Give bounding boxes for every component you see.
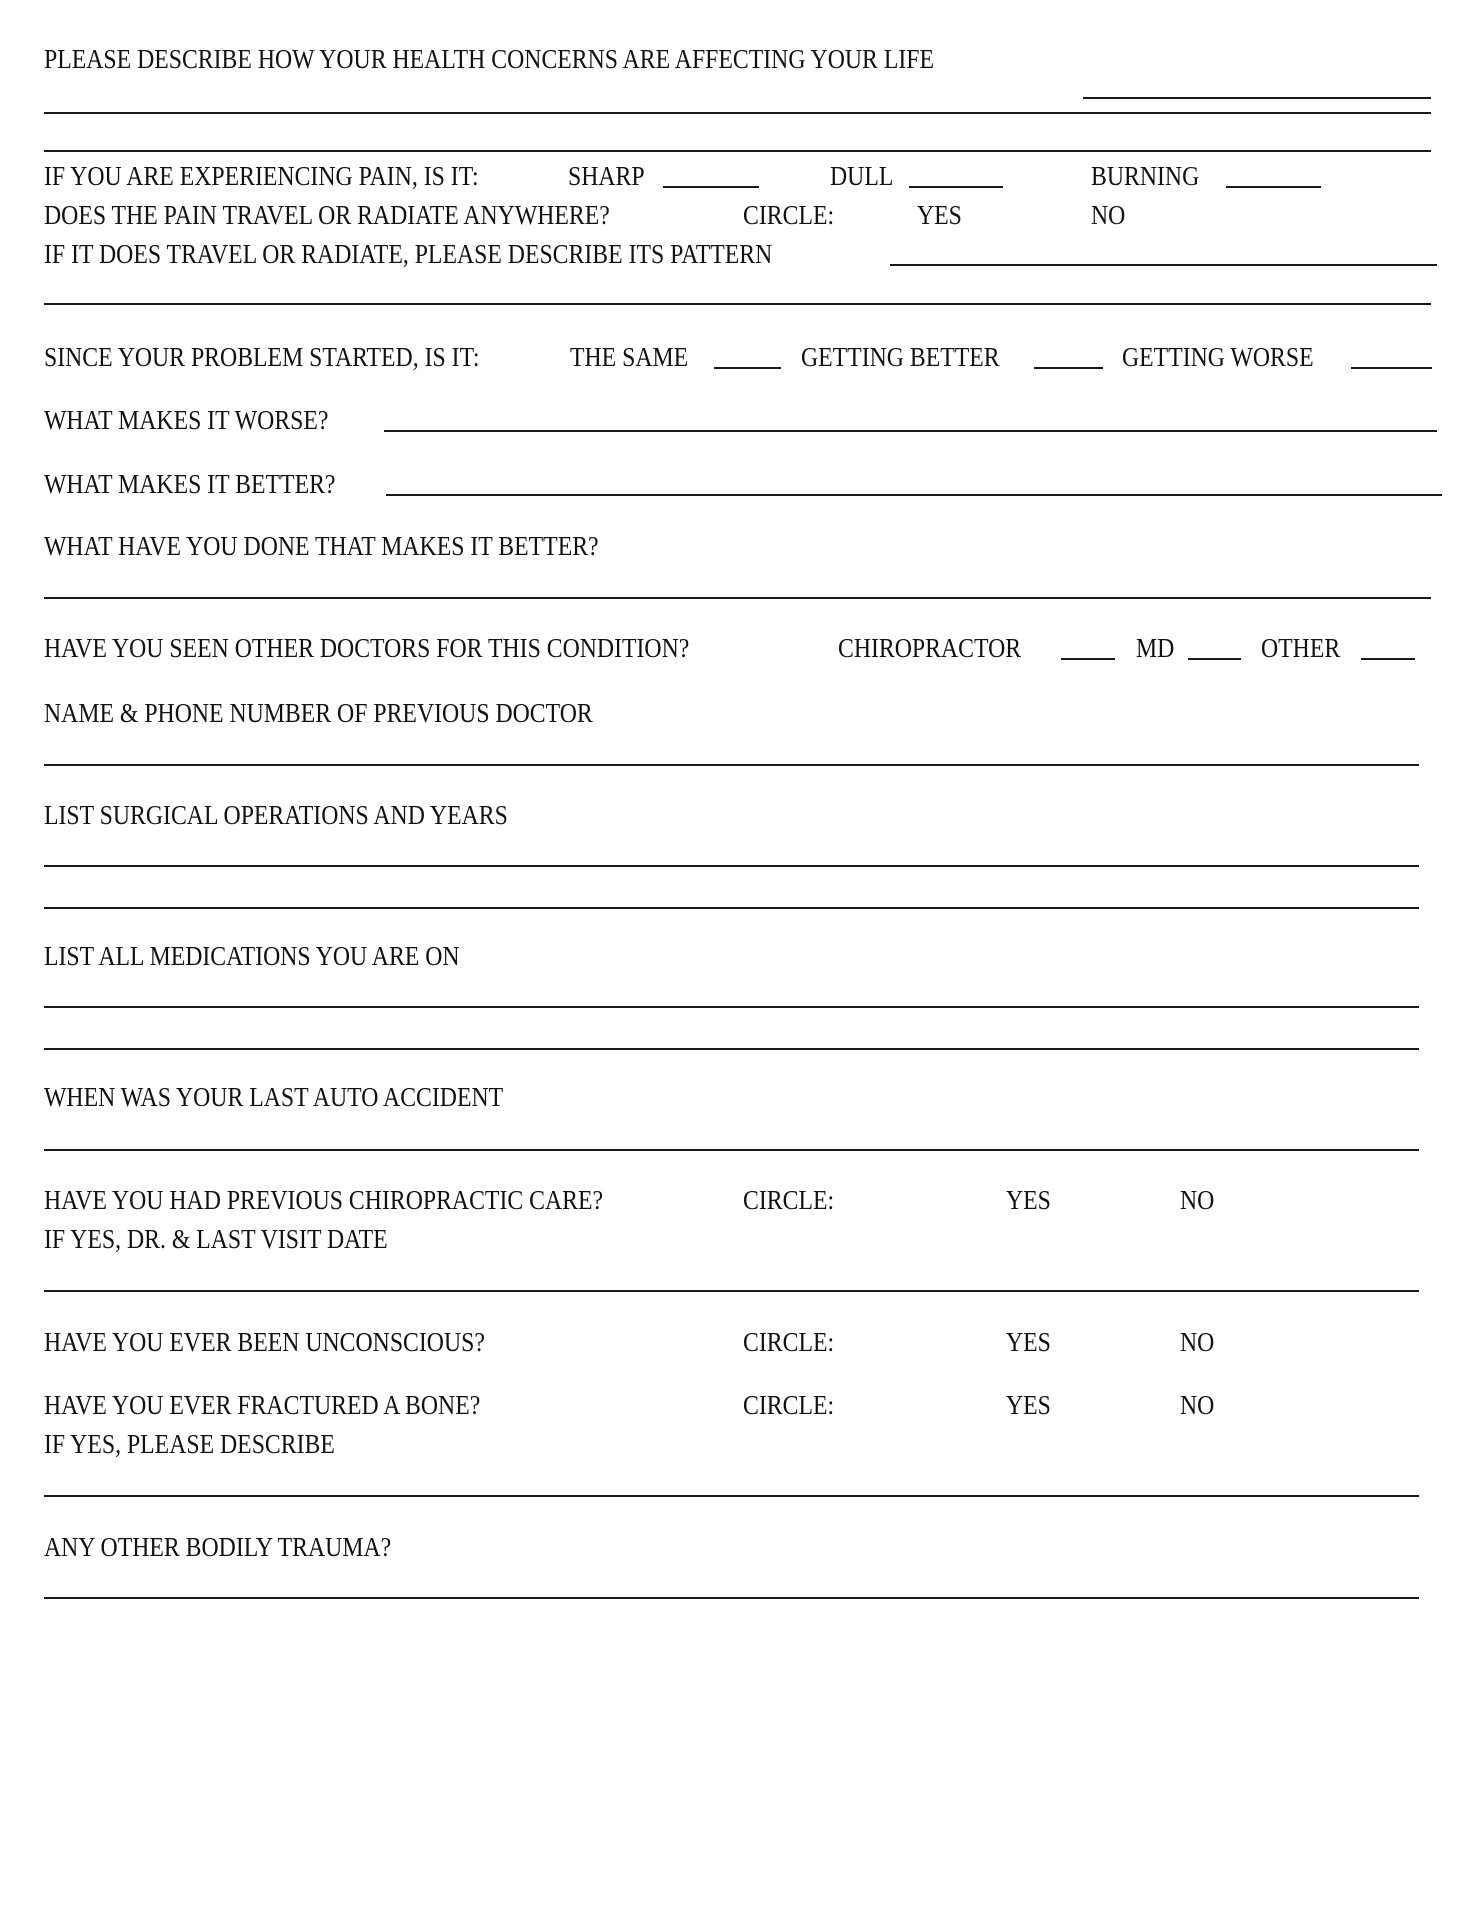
blank-chiropractor[interactable] — [1061, 658, 1115, 660]
answer-line-trauma[interactable] — [44, 1597, 1419, 1599]
answer-line-worse[interactable] — [384, 430, 1437, 432]
question-unconscious: HAVE YOU EVER BEEN UNCONSCIOUS? — [44, 1327, 485, 1357]
answer-line-life-effect-2[interactable] — [44, 112, 1431, 114]
option-other-label: OTHER — [1261, 633, 1341, 663]
question-fracture-followup: IF YES, PLEASE DESCRIBE — [44, 1429, 335, 1459]
circle-label: CIRCLE: — [743, 1327, 835, 1357]
option-burning-label: BURNING — [1091, 161, 1200, 191]
answer-line-life-effect[interactable] — [1083, 97, 1431, 99]
question-pain-type: IF YOU ARE EXPERIENCING PAIN, IS IT: — [44, 161, 479, 191]
question-auto-accident: WHEN WAS YOUR LAST AUTO ACCIDENT — [44, 1082, 504, 1112]
question-worse: WHAT MAKES IT WORSE? — [44, 405, 329, 435]
option-dull-label: DULL — [830, 161, 894, 191]
blank-other[interactable] — [1361, 658, 1415, 660]
chiro-no-option[interactable]: NO — [1180, 1185, 1215, 1215]
question-better: WHAT MAKES IT BETTER? — [44, 469, 336, 499]
radiate-no-option[interactable]: NO — [1091, 200, 1126, 230]
question-fracture: HAVE YOU EVER FRACTURED A BONE? — [44, 1390, 481, 1420]
blank-md[interactable] — [1188, 658, 1241, 660]
answer-line-life-effect-3[interactable] — [44, 150, 1431, 152]
question-chiropractic-care: HAVE YOU HAD PREVIOUS CHIROPRACTIC CARE? — [44, 1185, 604, 1215]
question-since: SINCE YOUR PROBLEM STARTED, IS IT: — [44, 342, 480, 372]
chiro-yes-option[interactable]: YES — [1006, 1185, 1051, 1215]
answer-line-better[interactable] — [386, 494, 1442, 496]
question-trauma: ANY OTHER BODILY TRAUMA? — [44, 1532, 392, 1562]
question-life-effect: PLEASE DESCRIBE HOW YOUR HEALTH CONCERNS ARE AFFECTING YOUR LIFE — [44, 44, 934, 74]
fracture-yes-option[interactable]: YES — [1006, 1390, 1051, 1420]
answer-line-medications-2[interactable] — [44, 1048, 1419, 1050]
answer-line-medications-1[interactable] — [44, 1006, 1419, 1008]
question-done: WHAT HAVE YOU DONE THAT MAKES IT BETTER? — [44, 531, 599, 561]
option-worse-label: GETTING WORSE — [1122, 342, 1314, 372]
answer-line-auto-accident[interactable] — [44, 1149, 1419, 1151]
fracture-no-option[interactable]: NO — [1180, 1390, 1215, 1420]
circle-label: CIRCLE: — [743, 200, 835, 230]
answer-line-pattern-2[interactable] — [44, 303, 1431, 305]
option-chiropractor-label: CHIROPRACTOR — [838, 633, 1022, 663]
circle-label: CIRCLE: — [743, 1185, 835, 1215]
answer-line-done[interactable] — [44, 597, 1431, 599]
option-sharp-label: SHARP — [568, 161, 645, 191]
answer-line-surgery-2[interactable] — [44, 907, 1419, 909]
question-radiate: DOES THE PAIN TRAVEL OR RADIATE ANYWHERE? — [44, 200, 610, 230]
answer-line-previous-doctor[interactable] — [44, 764, 1419, 766]
answer-line-surgery-1[interactable] — [44, 865, 1419, 867]
blank-worse[interactable] — [1351, 367, 1432, 369]
blank-same[interactable] — [714, 367, 781, 369]
circle-label: CIRCLE: — [743, 1390, 835, 1420]
answer-line-chiropractic[interactable] — [44, 1290, 1419, 1292]
option-same-label: THE SAME — [570, 342, 689, 372]
unconscious-no-option[interactable]: NO — [1180, 1327, 1215, 1357]
answer-line-pattern[interactable] — [890, 264, 1437, 266]
option-better-label: GETTING BETTER — [801, 342, 1000, 372]
blank-better[interactable] — [1034, 367, 1103, 369]
radiate-yes-option[interactable]: YES — [917, 200, 962, 230]
blank-burning[interactable] — [1226, 186, 1321, 188]
question-previous-doctor: NAME & PHONE NUMBER OF PREVIOUS DOCTOR — [44, 698, 593, 728]
question-chiropractic-followup: IF YES, DR. & LAST VISIT DATE — [44, 1224, 388, 1254]
blank-dull[interactable] — [909, 186, 1003, 188]
question-medications: LIST ALL MEDICATIONS YOU ARE ON — [44, 941, 460, 971]
blank-sharp[interactable] — [663, 186, 759, 188]
question-surgery: LIST SURGICAL OPERATIONS AND YEARS — [44, 800, 508, 830]
answer-line-fracture[interactable] — [44, 1495, 1419, 1497]
question-pattern: IF IT DOES TRAVEL OR RADIATE, PLEASE DESCRIBE ITS PATTERN — [44, 239, 773, 269]
question-doctors: HAVE YOU SEEN OTHER DOCTORS FOR THIS CONDITION? — [44, 633, 690, 663]
unconscious-yes-option[interactable]: YES — [1006, 1327, 1051, 1357]
option-md-label: MD — [1136, 633, 1175, 663]
